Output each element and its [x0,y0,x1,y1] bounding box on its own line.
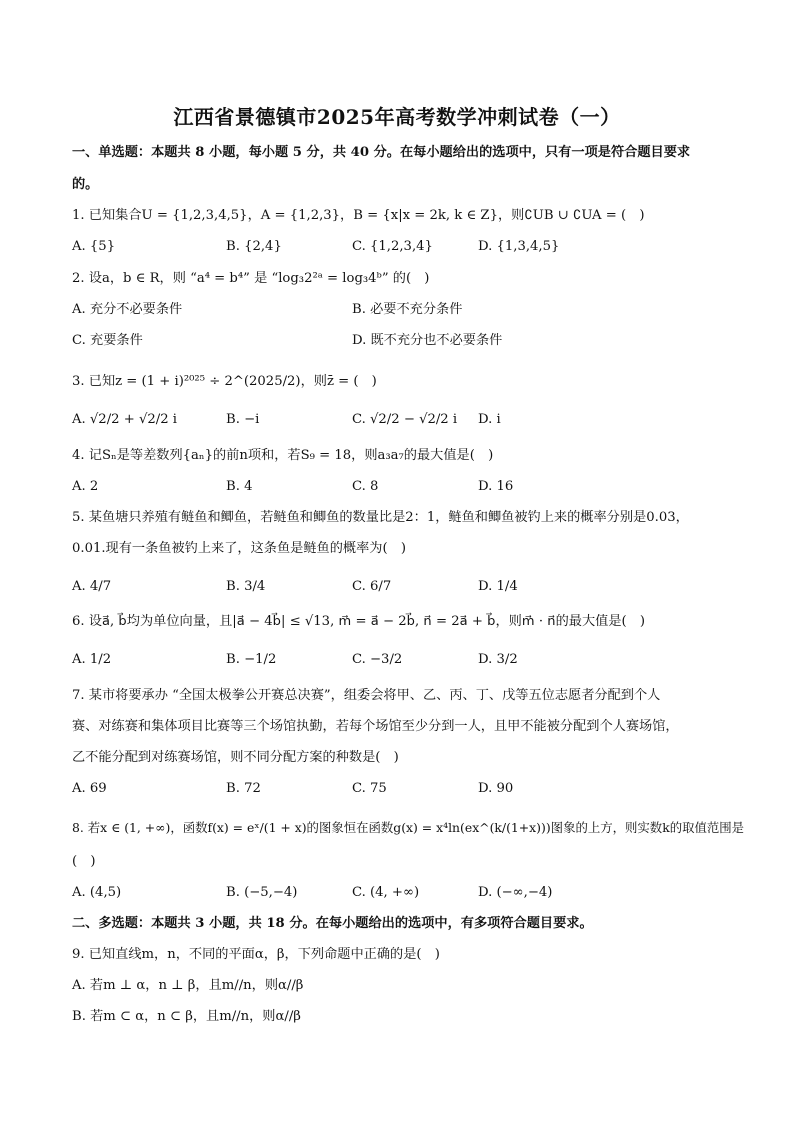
question-1-option-c: C. {1,2,3,4} [352,239,433,254]
question-3-option-c: C. √2/2 − √2/2 i [352,412,458,427]
question-7-stem: 7. 某市将要承办 “全国太极拳公开赛总决赛”，组委会将甲、乙、丙、丁、戊等五位志愿者分配到个人 [72,688,661,703]
question-3-option-b: B. −i [226,412,260,427]
question-1-option-a: A. {5} [72,239,116,254]
question-4-option-a: A. 2 [72,479,99,494]
question-7-stem-cont-1: 赛、对练赛和集体项目比赛等三个场馆执勤，若每个场馆至少分到一人，且甲不能被分配到个人赛场馆， [72,719,679,734]
question-9-stem: 9. 已知直线m，n，不同的平面α，β，下列命题中正确的是( ) [72,947,440,962]
question-2-option-d: D. 既不充分也不必要条件 [352,333,503,348]
section-2-heading: 二、多选题：本题共 3 小题，共 18 分。在每小题给出的选项中，有多项符合题目要求。 [72,916,593,931]
question-6-option-b: B. −1/2 [226,652,277,667]
question-3-stem: 3. 已知z = (1 + i)²⁰²⁵ ÷ 2^(2025/2)，则z̄ = ( ) [72,374,377,389]
question-8-stem: 8. 若x ∈ (1, +∞)，函数f(x) = eˣ/(1 + x)的图象恒在函数g(x) = x⁴ln(ex^(k/(1+x)))图象的上方，则实数k的取值范围是 [72,820,745,835]
question-1-option-d: D. {1,3,4,5} [478,239,560,254]
question-6-option-c: C. −3/2 [352,652,403,667]
question-1-stem: 1. 已知集合U = {1,2,3,4,5}，A = {1,2,3}，B = {x|x = 2k, k ∈ Z}，则∁UB ∪ ∁UA = ( ) [72,208,645,223]
question-6-stem: 6. 设a⃗, b⃗均为单位向量，且|a⃗ − 4b⃗| ≤ √13, m⃗ = a⃗ − 2b⃗, n⃗ = 2a⃗ + b⃗，则m⃗ · n⃗的最大值是( ) [72,614,646,629]
question-7-option-a: A. 69 [72,781,107,796]
question-4-stem: 4. 记Sₙ是等差数列{aₙ}的前n项和，若S₉ = 18，则a₃a₇的最大值是( ) [72,448,494,463]
question-7-option-c: C. 75 [352,781,387,796]
question-5-option-d: D. 1/4 [478,579,518,594]
question-8-stem-cont: ( ) [72,854,96,869]
question-7-stem-cont-2: 乙不能分配到对练赛场馆，则不同分配方案的种数是( ) [72,750,399,765]
question-4-option-b: B. 4 [226,479,253,494]
question-3-option-a: A. √2/2 + √2/2 i [72,412,178,427]
question-2-option-c: C. 充要条件 [72,333,143,348]
question-6-option-a: A. 1/2 [72,652,112,667]
section-1-heading: 一、单选题：本题共 8 小题，每小题 5 分，共 40 分。在每小题给出的选项中，只有一项是符合题目要求 [72,145,691,160]
question-5-option-b: B. 3/4 [226,579,266,594]
question-5-option-c: C. 6/7 [352,579,392,594]
section-1-heading-cont: 的。 [72,177,99,192]
question-2-option-a: A. 充分不必要条件 [72,302,183,317]
question-7-option-d: D. 90 [478,781,514,796]
question-2-option-b: B. 必要不充分条件 [352,302,463,317]
question-5-option-a: A. 4/7 [72,579,112,594]
question-5-stem: 5. 某鱼塘只养殖有鲢鱼和鲫鱼，若鲢鱼和鲫鱼的数量比是2：1，鲢鱼和鲫鱼被钓上来的概率分别是0.03， [72,510,689,525]
page-title: 江西省景德镇市2025年高考数学冲刺试卷（一） [173,105,621,129]
question-4-option-c: C. 8 [352,479,379,494]
question-4-option-d: D. 16 [478,479,514,494]
question-8-option-b: B. (−5,−4) [226,885,298,900]
question-9-option-a: A. 若m ⊥ α，n ⊥ β，且m//n，则α//β [72,978,304,993]
question-7-option-b: B. 72 [226,781,261,796]
question-6-option-d: D. 3/2 [478,652,518,667]
question-3-option-d: D. i [478,412,501,427]
question-8-option-d: D. (−∞,−4) [478,885,553,900]
question-2-stem: 2. 设a，b ∈ R，则 “a⁴ = b⁴” 是 “log₃2²ᵃ = log₃4ᵇ” 的( ) [72,271,430,286]
question-5-stem-cont: 0.01.现有一条鱼被钓上来了，这条鱼是鲢鱼的概率为( ) [72,541,406,556]
question-1-option-b: B. {2,4} [226,239,282,254]
question-8-option-a: A. (4,5) [72,885,122,900]
question-8-option-c: C. (4, +∞) [352,885,420,900]
question-9-option-b: B. 若m ⊂ α，n ⊂ β，且m//n，则α//β [72,1009,301,1024]
